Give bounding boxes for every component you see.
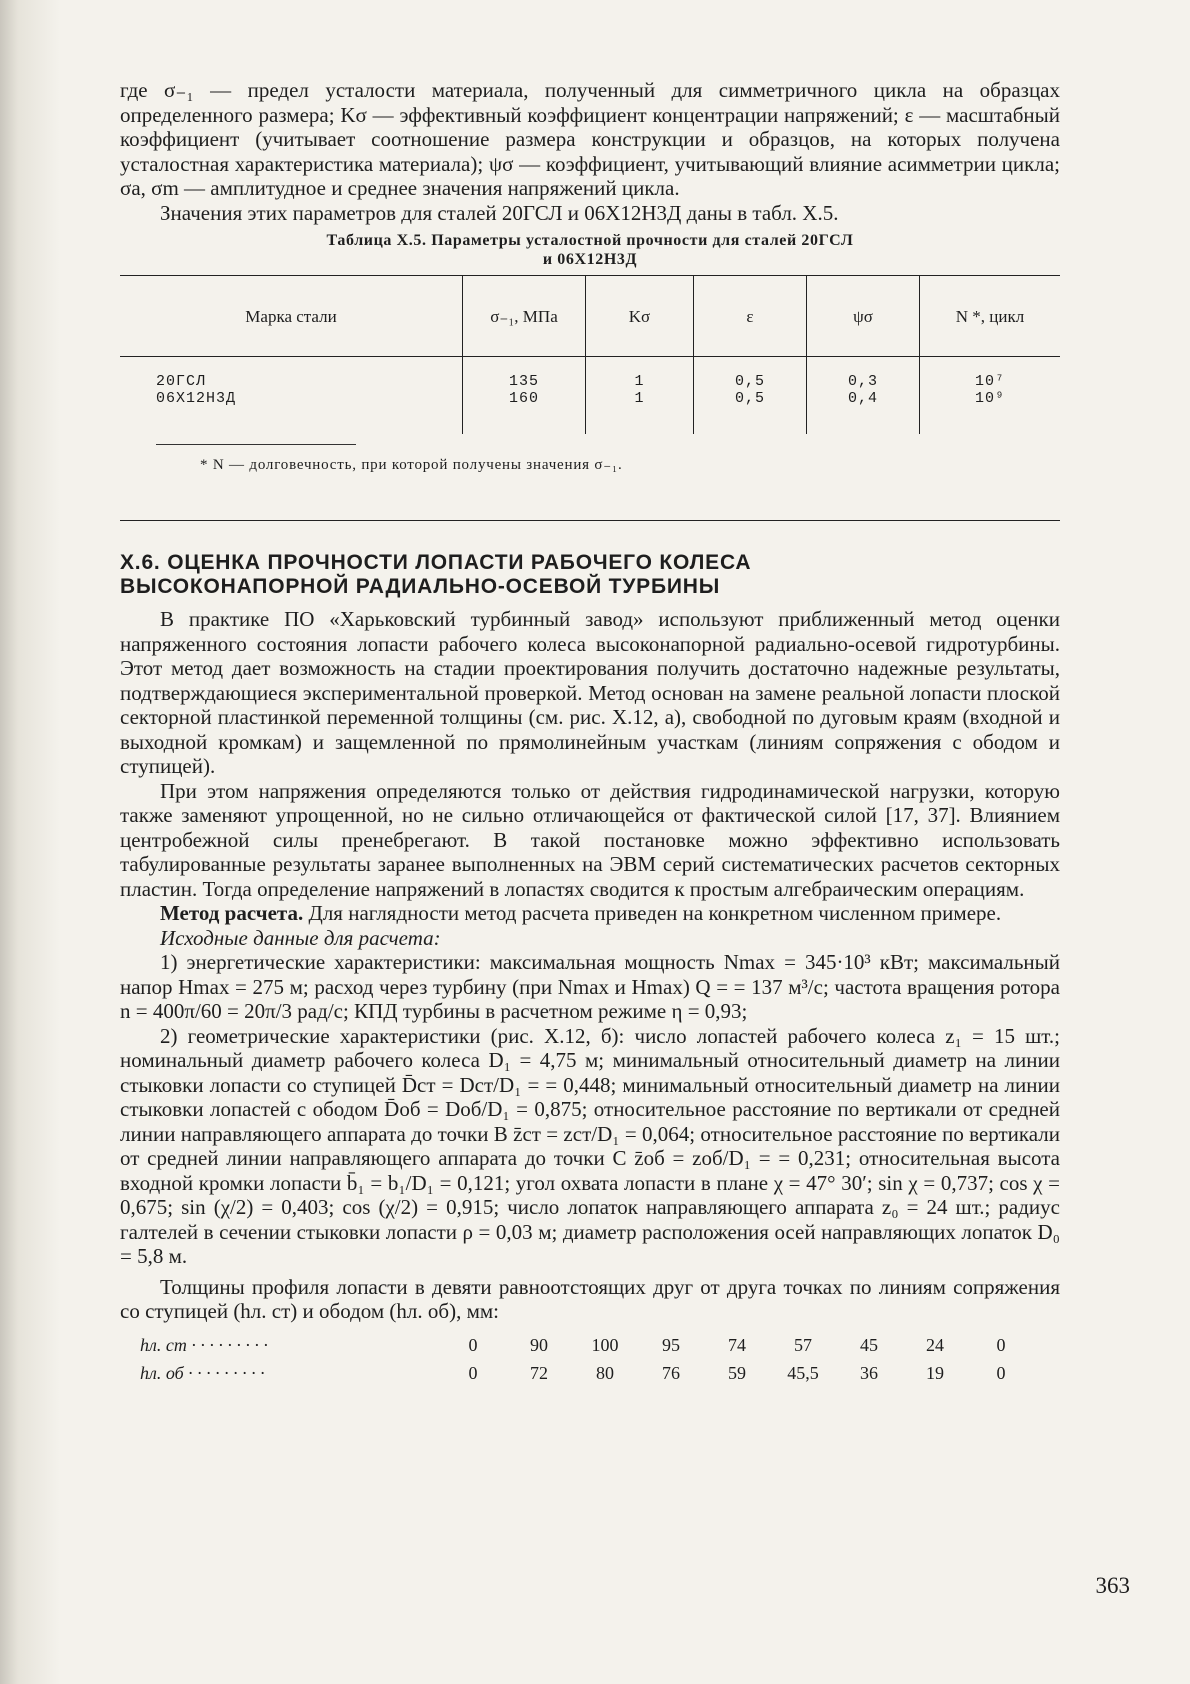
thickness-value: 0 <box>468 1363 478 1384</box>
paragraph-loads: При этом напряжения определяются только от действия гидродинамической нагрузки, которую также заменяют упрощенной, но не сильно отличающейся от фактической силой [17, 37]. Влиянием центробежной силы пренебрегают. В такой постановке можно эффективно использовать табулированные результаты заранее выполненных на ЭВМ серий систематических расчетов секторных пластин. Тогда определение напряжений в лопастях сводится к простым алгебраическим операциям. <box>120 778 1060 901</box>
header-k-sigma: Kσ <box>586 276 694 357</box>
header-epsilon: ε <box>694 276 807 357</box>
table-row <box>120 1332 1034 1360</box>
table-cell <box>807 357 920 435</box>
paragraph-method-overview: В практике ПО «Харьковский турбинный завод» используют приближенный метод оценки напряженного состояния лопасти рабочего колеса высоконапорной радиально-осевой гидротурбины. Этот метод дает возможность на стадии проектирования получить достаточно надежные результаты, подтверждающиеся экспериментальной проверкой. Метод основан на замене реальной лопасти плоской секторной пластинкой переменной толщины (см. рис. Х.12, а), свободной по дуговым краям (входной и выходной кромкам) и защемленной по прямолинейным участкам (линиям сопряжения с ободом и ступицей). <box>120 607 1060 778</box>
fatigue-table-grid <box>120 276 1060 434</box>
header-n-cycle: N *, цикл <box>920 276 1061 357</box>
n-cycle-value: 10⁷ <box>974 373 1005 390</box>
list-item-geometry: 2) геометрические характеристики (рис. Х.12, б): число лопастей рабочего колеса z₁ = 15 шт.; номинальный диаметр рабочего колеса D₁ = 4,75 м; минимальный относительный диаметр на линии стыковки лопасти со ступицей D̄ст = Dст/D₁ = = 0,448; минимальный относительный диаметр на линии стыковки лопастей с ободом D̄об = Dоб/D₁ = 0,875; относительное расстояние по вертикали от средней линии направляющего аппарата до точки B z̄ст = zст/D₁ = 0,064; относительное расстояние по вертикали от средней линии направляющего аппарата до точки C z̄об = zоб/D₁ = = 0,231; относительная высота входной кромки лопасти b̄₁ = b₁/D₁ = 0,121; угол охвата лопасти в плане χ = 47° 30′; sin χ = 0,737; cos χ = 0,675; sin (χ/2) = 0,403; cos (χ/2) = 0,915; число лопаток направляющего аппарата z₀ = 24 шт.; радиус галтелей в сечении стыковки лопасти ρ = 0,03 м; диаметр расположения осей направляющих лопаток D₀ = 5,8 м. <box>120 1023 1060 1268</box>
section-title <box>120 551 1060 599</box>
thickness-value: 76 <box>662 1363 680 1384</box>
thickness-value: 57 <box>794 1335 812 1356</box>
table-footnote: * N — долговечность, при которой получены значения σ₋₁. <box>200 457 623 473</box>
values-paragraph: Значения этих параметров для сталей 20ГСЛ и 06Х12Н3Д даны в табл. Х.5. <box>160 200 839 225</box>
thickness-value: 24 <box>926 1335 944 1356</box>
table-caption-line1: Таблица Х.5. Параметры усталостной прочности для сталей 20ГСЛ <box>326 232 854 249</box>
table-cell <box>120 357 463 435</box>
thickness-value: 0 <box>996 1363 1006 1384</box>
list-item-energy: 1) энергетические характеристики: максимальная мощность Nmax = 345·10³ кВт; максимальный напор Hmax = 275 м; расход через турбину (при Nmax и Hmax) Q = = 137 м³/с; частота вращения ротора n = 400π/60 = 20π/3 рад/с; КПД турбины в расчетном режиме η = 0,93; <box>120 950 1060 1023</box>
k-sigma-value: 1 <box>634 390 645 407</box>
thickness-value: 0 <box>468 1335 478 1356</box>
thickness-value: 45,5 <box>787 1363 819 1384</box>
method-text: Для наглядности метод расчета приведен на конкретном численном примере. <box>303 901 1002 925</box>
thickness-value: 36 <box>860 1363 878 1384</box>
table-row <box>120 357 1060 435</box>
table-header-row <box>120 276 1060 357</box>
k-sigma-value: 1 <box>634 373 645 390</box>
header-psi-sigma: ψσ <box>807 276 920 357</box>
n-cycle-value: 10⁹ <box>974 390 1005 407</box>
table-row <box>120 1360 1034 1388</box>
footnote-rule <box>156 444 356 445</box>
steel-grade: 06Х12Н3Д <box>156 390 237 407</box>
thickness-value: 19 <box>926 1363 944 1384</box>
steel-grade: 20ГСЛ <box>156 373 207 390</box>
thickness-value: 80 <box>596 1363 614 1384</box>
thickness-value: 74 <box>728 1335 746 1356</box>
page-content <box>120 78 1060 1388</box>
thickness-table <box>120 1332 1034 1388</box>
input-data-heading: Исходные данные для расчета: <box>160 925 441 950</box>
thickness-value: 90 <box>530 1335 548 1356</box>
epsilon-value: 0,5 <box>734 390 765 407</box>
page-binding-shadow <box>0 0 70 1684</box>
table-cell <box>463 357 586 435</box>
table-cell <box>694 357 807 435</box>
thickness-label: hл. об · · · · · · · · · <box>140 1363 265 1384</box>
sigma-value: 160 <box>508 390 539 407</box>
header-sigma: σ₋₁, МПа <box>463 276 586 357</box>
intro-paragraph: где σ₋₁ — предел усталости материала, полученный для симметричного цикла на образцах определенного размера; Kσ — эффективный коэффициент концентрации напряжений; ε — масштабный коэффициент (учитывает соотношение размера конструкции и образцов, на которых получена усталостная характеристика материала); ψσ — коэффициент, учитывающий влияние асимметрии цикла; σa, σm — амплитудное и среднее значения напряжений цикла. <box>120 78 1060 200</box>
thickness-value: 100 <box>591 1335 619 1356</box>
paragraph-method-calc <box>120 901 1060 926</box>
thickness-value: 45 <box>860 1335 878 1356</box>
table-caption <box>120 231 1060 269</box>
psi-sigma-value: 0,3 <box>847 373 878 390</box>
header-steel-grade: Марка стали <box>120 276 463 357</box>
psi-sigma-value: 0,4 <box>847 390 878 407</box>
table-caption-line2: и 06Х12Н3Д <box>542 251 638 268</box>
epsilon-value: 0,5 <box>734 373 765 390</box>
sigma-value: 135 <box>508 373 539 390</box>
thickness-intro: Толщины профиля лопасти в девяти равноотстоящих друг от друга точках по линиям сопряжения со ступицей (hл. ст) и ободом (hл. об), мм: <box>120 1274 1060 1323</box>
section-title-line1: Х.6. ОЦЕНКА ПРОЧНОСТИ ЛОПАСТИ РАБОЧЕГО КОЛЕСА <box>120 551 752 574</box>
fatigue-table <box>120 275 1060 521</box>
page-number: 363 <box>1095 1573 1130 1598</box>
method-label: Метод расчета. <box>160 901 304 925</box>
thickness-value: 72 <box>530 1363 548 1384</box>
table-cell <box>586 357 694 435</box>
thickness-value: 0 <box>996 1335 1006 1356</box>
thickness-value: 95 <box>662 1335 680 1356</box>
thickness-label: hл. ст · · · · · · · · · <box>140 1335 268 1356</box>
section-title-line2: ВЫСОКОНАПОРНОЙ РАДИАЛЬНО-ОСЕВОЙ ТУРБИНЫ <box>120 575 721 598</box>
thickness-value: 59 <box>728 1363 746 1384</box>
table-cell <box>920 357 1061 435</box>
